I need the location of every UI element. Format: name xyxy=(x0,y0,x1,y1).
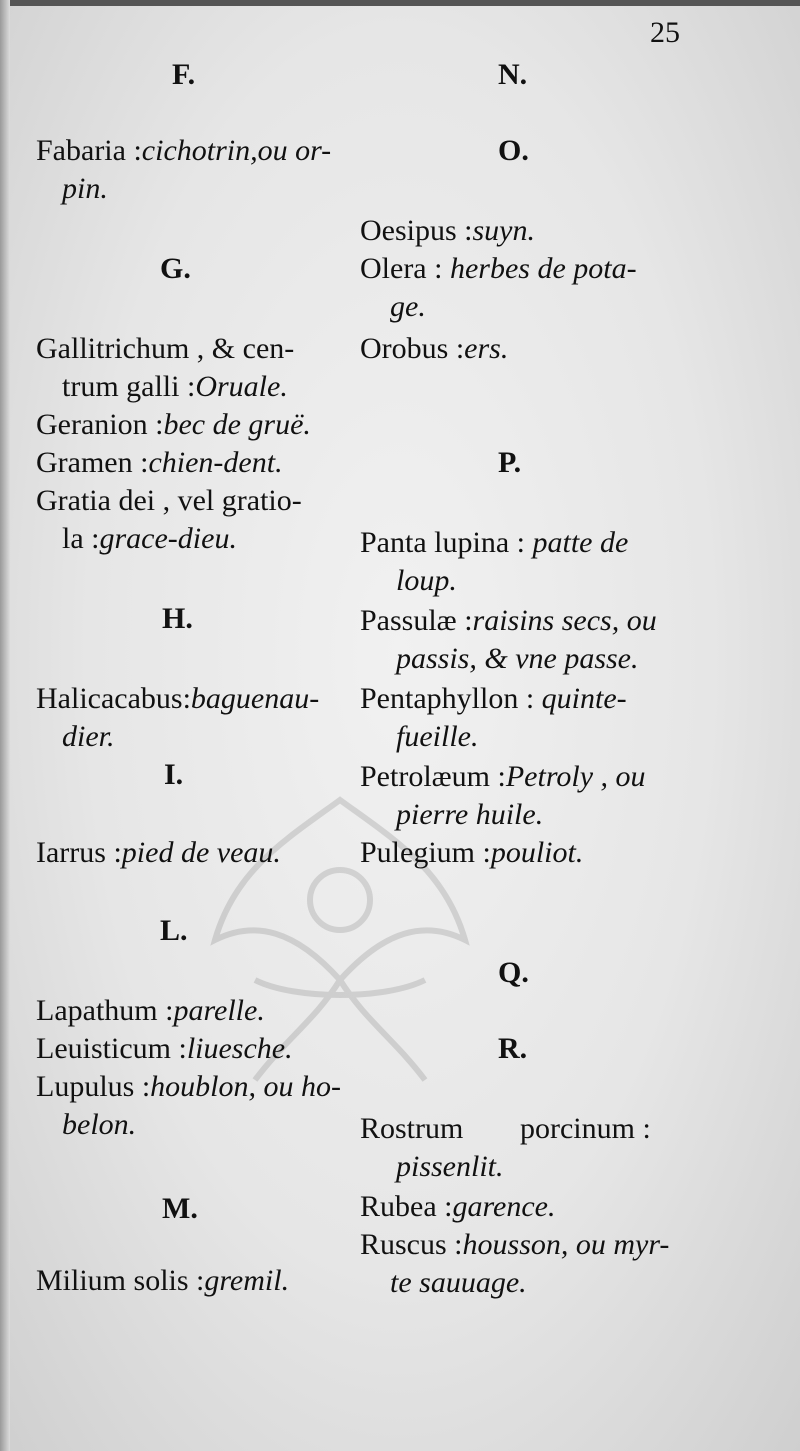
entry-term: Iarrus : xyxy=(36,836,122,869)
entry-gallitrichum: Gallitrichum , & cen- xyxy=(36,332,295,365)
entry-rostrum-term-end: porcinum : xyxy=(520,1112,651,1145)
entry-term: Leuisticum : xyxy=(36,1032,187,1065)
entry-term: Pulegium : xyxy=(360,836,491,869)
entry-gloss: quinte- xyxy=(541,682,627,715)
entry-term: Panta lupina : xyxy=(360,526,525,559)
section-heading-g: G. xyxy=(160,252,191,285)
entry-term: Milium solis : xyxy=(36,1264,205,1297)
entry-olera xyxy=(360,252,637,286)
entry-term: Fabaria : xyxy=(36,134,142,167)
entry-passulae xyxy=(360,604,657,638)
entry-gloss-continuation: pin. xyxy=(62,172,108,205)
entry-rubea xyxy=(360,1190,556,1224)
entry-gloss: bec de gruë. xyxy=(163,408,311,441)
section-heading-m: M. xyxy=(162,1192,198,1225)
entry-gloss-continuation: dier. xyxy=(62,720,115,753)
entry-gloss-continuation: pierre huile. xyxy=(396,798,544,831)
entry-gloss: Petroly , ou xyxy=(505,760,646,793)
entry-term: Lupulus : xyxy=(36,1070,151,1103)
section-heading-n: N. xyxy=(498,58,528,91)
entry-gloss: liuesche. xyxy=(186,1032,293,1065)
entry-gloss: raisins secs, ou xyxy=(472,604,657,637)
entry-oesipus xyxy=(360,214,535,248)
entry-lapathum xyxy=(36,994,265,1028)
section-heading-f: F. xyxy=(172,58,196,91)
section-heading-q: Q. xyxy=(498,956,529,989)
entry-gloss: gremil. xyxy=(204,1264,290,1297)
entry-iarrus xyxy=(36,836,281,870)
entry-term: trum galli : xyxy=(62,370,196,403)
entry-term: Petrolæum : xyxy=(360,760,506,793)
entry-gloss: parelle. xyxy=(173,994,265,1027)
entry-term: Halicacabus: xyxy=(36,682,191,715)
entry-fabaria xyxy=(36,134,331,168)
entry-term: Rostrum xyxy=(360,1112,464,1145)
entry-gratia: Gratia dei , vel gratio- xyxy=(36,484,302,517)
entry-gloss: cichotrin,ou or- xyxy=(141,134,332,167)
entry-gloss: herbes de pota- xyxy=(449,252,637,285)
entry-gloss: baguenau- xyxy=(190,682,320,715)
entry-gloss-continuation: passis, & vne passe. xyxy=(396,642,639,675)
entry-ruscus xyxy=(360,1228,669,1262)
entry-term: Gramen : xyxy=(36,446,149,479)
page-left-edge xyxy=(0,0,10,1451)
section-heading-l: L. xyxy=(160,914,188,947)
entry-gloss: Oruale. xyxy=(195,370,288,403)
entry-gloss: pied de veau. xyxy=(121,836,281,869)
entry-geranion xyxy=(36,408,311,442)
entry-term: Orobus : xyxy=(360,332,465,365)
entry-rostrum xyxy=(360,1112,463,1146)
entry-gloss: chien-dent. xyxy=(148,446,283,479)
section-heading-o: O. xyxy=(498,134,529,167)
section-heading-p: P. xyxy=(498,446,522,479)
entry-term: la : xyxy=(62,522,100,555)
entry-milium xyxy=(36,1264,289,1298)
entry-gloss: patte de xyxy=(532,526,629,559)
entry-term: Lapathum : xyxy=(36,994,174,1027)
entry-gloss-continuation: belon. xyxy=(62,1108,137,1141)
entry-gloss-continuation: loup. xyxy=(396,564,457,597)
entry-term: Rubea : xyxy=(360,1190,453,1223)
entry-petrolaeum xyxy=(360,760,646,794)
entry-gloss-continuation: te sauuage. xyxy=(390,1266,527,1299)
entry-term: Oesipus : xyxy=(360,214,473,247)
entry-gloss: housson, ou myr- xyxy=(462,1228,670,1261)
entry-gloss: ers. xyxy=(464,332,509,365)
entry-pulegium xyxy=(360,836,583,870)
entry-gramen xyxy=(36,446,283,480)
entry-panta-lupina xyxy=(360,526,628,560)
entry-gloss: pouliot. xyxy=(490,836,584,869)
entry-halicacabus xyxy=(36,682,319,716)
page-top-edge xyxy=(0,0,800,6)
section-heading-i: I. xyxy=(164,758,184,791)
entry-gratia-continuation xyxy=(62,522,237,556)
section-heading-h: H. xyxy=(162,602,193,635)
entry-gloss: garence. xyxy=(452,1190,556,1223)
entry-term: Ruscus : xyxy=(360,1228,463,1261)
entry-gloss: suyn. xyxy=(472,214,535,247)
entry-gloss: houblon, ou ho- xyxy=(150,1070,341,1103)
section-heading-r: R. xyxy=(498,1032,528,1065)
entry-lupulus xyxy=(36,1070,341,1104)
entry-gallitrichum-continuation xyxy=(62,370,288,404)
entry-term: Pentaphyllon : xyxy=(360,682,535,715)
entry-term: Geranion : xyxy=(36,408,164,441)
entry-orobus xyxy=(360,332,508,366)
page-number: 25 xyxy=(650,16,680,49)
entry-gloss: grace-dieu. xyxy=(99,522,237,555)
entry-gloss-continuation: fueille. xyxy=(396,720,479,753)
entry-leuisticum xyxy=(36,1032,293,1066)
entry-gloss-continuation: ge. xyxy=(390,290,426,323)
entry-term: Olera : xyxy=(360,252,443,285)
entry-pentaphyllon xyxy=(360,682,627,716)
entry-term: Passulæ : xyxy=(360,604,473,637)
entry-gloss-continuation: pissenlit. xyxy=(396,1150,504,1183)
